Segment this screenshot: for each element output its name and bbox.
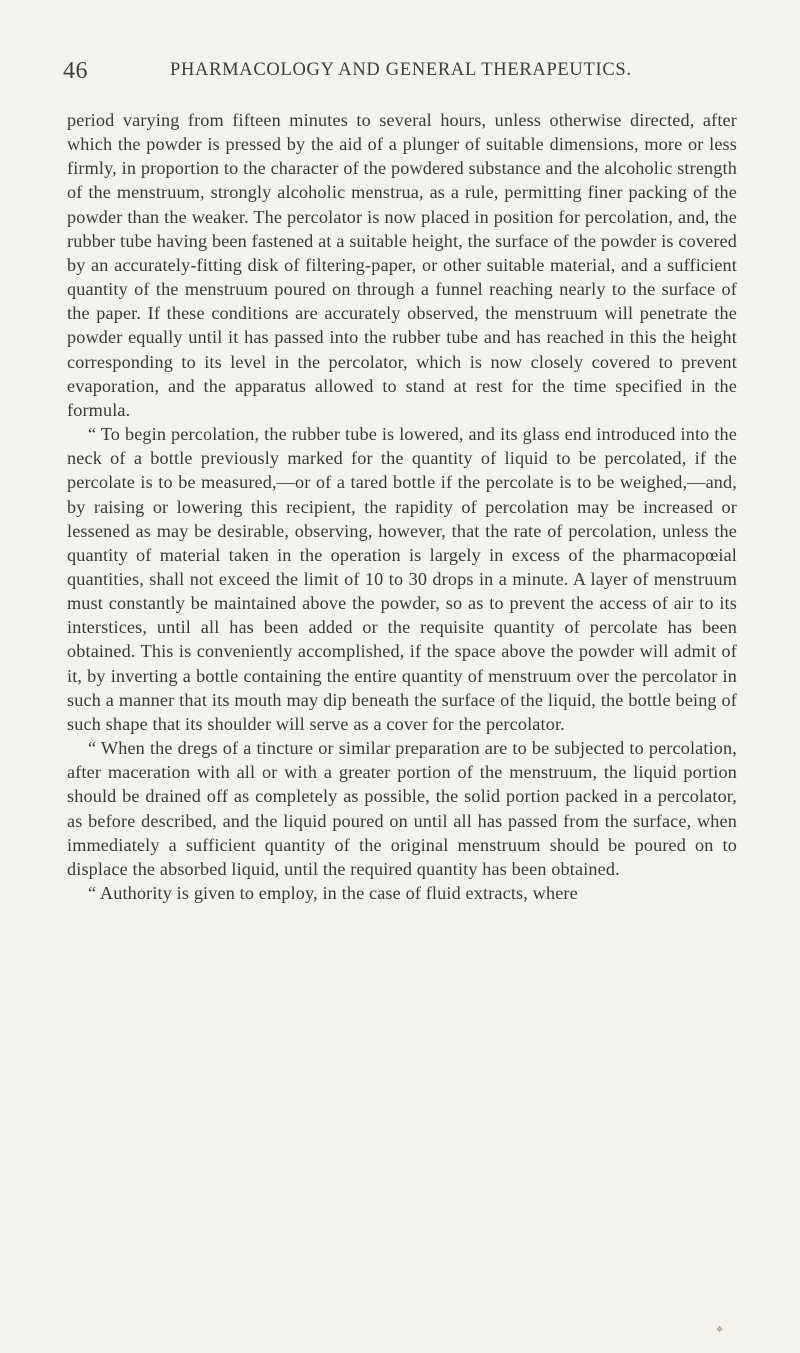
paragraph: “ When the dregs of a tincture or similar preparation are to be subjected to percolation, after maceration with all or with a greater portion of the menstruum, the liquid portion should be drained off as completely as possible, the solid portion packed in a percolator, as before described, and the liquid poured on until all has passed from the surface, when immediately a sufficient quantity of the original menstruum should be poured on to displace the absorbed liquid, until the required quantity has been obtained. [67, 738, 737, 879]
printer-mark: ❖ [716, 1325, 724, 1334]
paragraph: “ Authority is given to employ, in the case of fluid extracts, where [88, 883, 578, 903]
paragraph: period varying from fifteen minutes to several hours, unless otherwise directed, after which the powder is pressed by the aid of a plunger of suitable dimensions, more or less firmly, in proportion to the character of the powdered substance and the alcoholic strength of the menstruum, strongly alcoholic menstrua, as a rule, permitting finer packing of the powder than the weaker. The percolator is now placed in position for percolation, and, the rubber tube having been fastened at a suitable height, the surface of the powder is covered by an accurately-fitting disk of filtering-paper, or other suitable material, and a sufficient quantity of the menstruum poured on through a funnel reaching nearly to the surface of the paper. If these conditions are accurately observed, the menstruum will penetrate the powder equally until it has passed into the rubber tube and has reached in this the height corresponding to its level in the percolator, which is now closely covered to prevent evaporation, and the apparatus allowed to stand at rest for the time specified in the formula. [67, 110, 737, 420]
body-text [67, 108, 737, 905]
page-number: 46 [63, 58, 88, 84]
paragraph: “ To begin percolation, the rubber tube is lowered, and its glass end introduced into the neck of a bottle previously marked for the quantity of liquid to be percolated, if the percolate is to be measured,—or of a tared bottle if the percolate is to be weighed,—and, by raising or lowering this recipient, the rapidity of percolation may be increased or lessened as may be desirable, observing, however, that the rate of percolation, unless the quantity of material taken in the operation is largely in excess of the pharmacopœial quantities, shall not exceed the limit of 10 to 30 drops in a minute. A layer of menstruum must constantly be maintained above the powder, so as to prevent the access of air to its interstices, until all has been added or the requisite quantity of percolate has been obtained. This is conveniently accomplished, if the space above the powder will admit of it, by inverting a bottle containing the entire quantity of menstruum over the percolator in such a manner that its mouth may dip beneath the surface of the liquid, the bottle being of such shape that its shoulder will serve as a cover for the percolator. [67, 424, 737, 734]
running-head: PHARMACOLOGY AND GENERAL THERAPEUTICS. [170, 60, 632, 80]
